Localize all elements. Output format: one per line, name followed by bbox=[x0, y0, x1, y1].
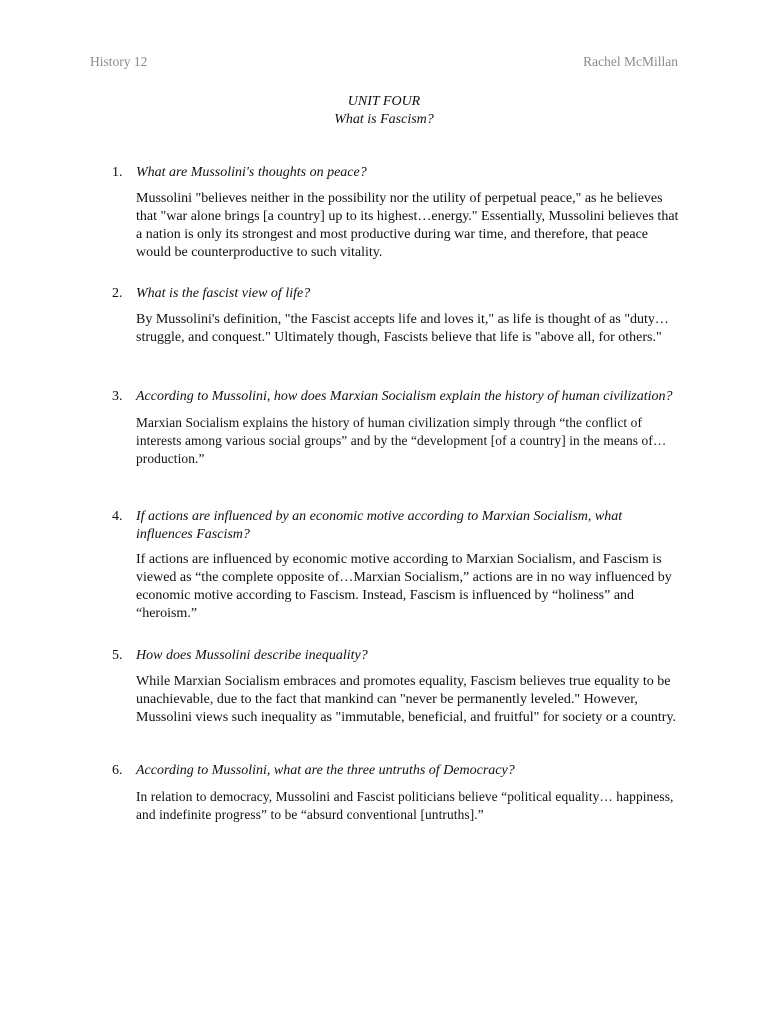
answer-text: If actions are influenced by economic motive according to Marxian Socialism, and Fascism is viewed as “the complete opposite of…Marxian Socialism,” actions are in no way influenced by economic motive according to Fascism. Instead, Fascism is influenced by “holiness” and “heroism.” bbox=[136, 552, 672, 621]
header-author: Rachel McMillan bbox=[583, 54, 678, 69]
header-course: History 12 bbox=[90, 54, 148, 69]
answer-text: While Marxian Socialism embraces and promotes equality, Fascism believes true equality to be unachievable, due to the fact that mankind can "never be permanently leveled." However, Mussolini views such inequality as "immutable, beneficial, and fruitful" for society or a country. bbox=[136, 673, 677, 725]
question-text: How does Mussolini describe inequality? bbox=[136, 648, 368, 663]
question-number: 5. bbox=[112, 648, 123, 663]
question-number: 2. bbox=[112, 286, 123, 301]
question-text: According to Mussolini, how does Marxian Socialism explain the history of human civilization? bbox=[136, 389, 673, 404]
answer-text: By Mussolini's definition, "the Fascist accepts life and loves it," as life is thought of as "duty…struggle, and conquest." Ultimately though, Fascists believe that life is "above all, for others." bbox=[136, 311, 669, 345]
question-item-5 bbox=[112, 647, 682, 727]
question-number: 6. bbox=[112, 763, 123, 778]
question-line bbox=[112, 647, 682, 665]
question-line bbox=[112, 164, 682, 182]
question-line bbox=[112, 388, 682, 406]
question-text: What are Mussolini's thoughts on peace? bbox=[136, 165, 367, 180]
question-number: 4. bbox=[112, 509, 123, 524]
title-block bbox=[0, 93, 768, 129]
question-item-4 bbox=[112, 508, 682, 623]
unit-subtitle: What is Fascism? bbox=[334, 112, 434, 127]
question-item-3 bbox=[112, 388, 682, 468]
answer-text: In relation to democracy, Mussolini and Fascist politicians believe “political equality… happiness, and indefinite progress” to be “absurd conventional [untruths].” bbox=[136, 788, 674, 822]
question-line bbox=[112, 762, 682, 780]
question-text: According to Mussolini, what are the three untruths of Democracy? bbox=[136, 763, 515, 778]
question-text: What is the fascist view of life? bbox=[136, 286, 311, 301]
question-line bbox=[112, 285, 682, 303]
question-text: If actions are influenced by an economic motive according to Marxian Socialism, what influences Fascism? bbox=[136, 509, 623, 542]
unit-title: UNIT FOUR bbox=[347, 94, 421, 109]
answer-text: Mussolini "believes neither in the possibility nor the utility of perpetual peace," as he believes that "war alone brings [a country] up to its highest…energy." Essentially, Mussolini believes that a nation is only its strongest and most productive during war time, and therefore, that peace would be counterproductive to such vitality. bbox=[136, 190, 679, 260]
question-line bbox=[112, 508, 682, 543]
question-item-2 bbox=[112, 285, 682, 347]
question-number: 1. bbox=[112, 165, 123, 180]
answer-text: Marxian Socialism explains the history of human civilization simply through “the conflict of interests among various social groups” and by the “development [of a country] in the means of…production.” bbox=[136, 414, 667, 466]
question-item-1 bbox=[112, 164, 682, 262]
question-number: 3. bbox=[112, 389, 123, 404]
question-item-6 bbox=[112, 762, 682, 824]
